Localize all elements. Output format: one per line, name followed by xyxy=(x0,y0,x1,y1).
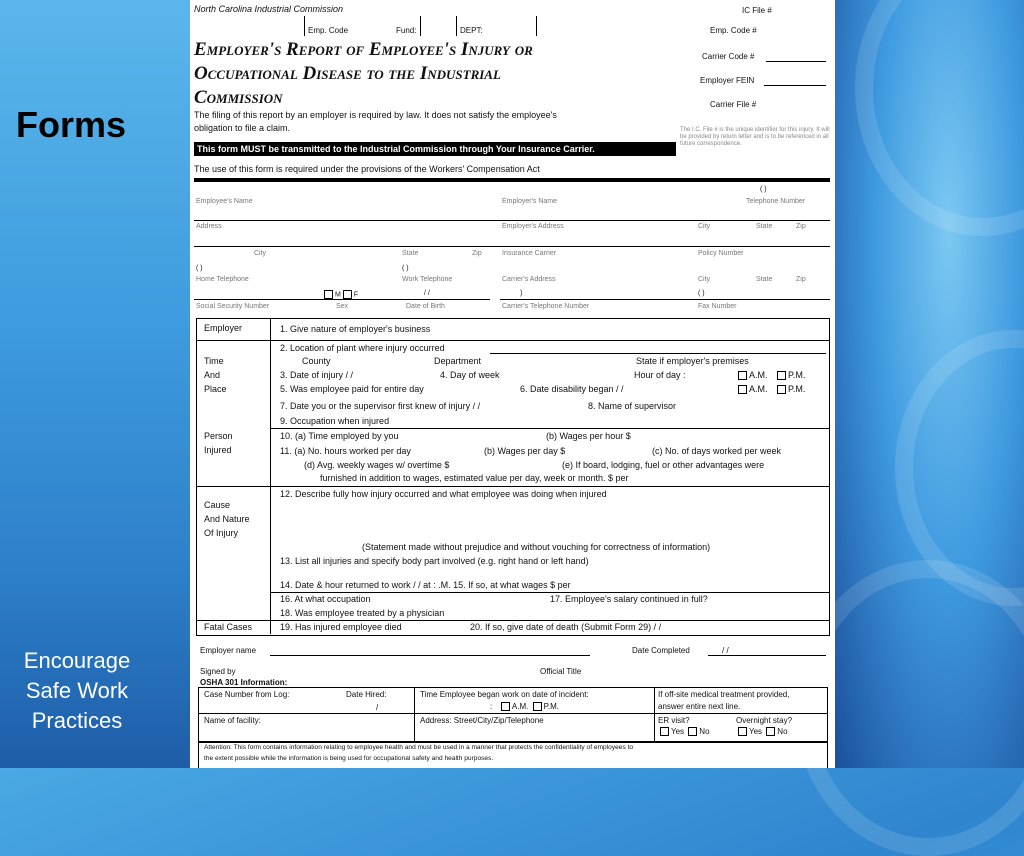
overnight-no-checkbox[interactable] xyxy=(766,727,775,736)
item-13: 13. List all injuries and specify body part involved (e.g. right hand or left hand) xyxy=(280,556,589,566)
work-telephone-label: Work Telephone xyxy=(402,276,453,283)
item-14: 14. Date & hour returned to work / / at : .M. 15. If so, at what wages $ per xyxy=(280,580,571,590)
item-2: 2. Location of plant where injury occurred xyxy=(280,343,445,353)
item-16: 16. At what occupation xyxy=(280,594,371,604)
fund-label: Fund: xyxy=(396,26,417,35)
item-5: 5. Was employee paid for entire day xyxy=(280,384,424,394)
time-began-label: Time Employee began work on date of incident: xyxy=(420,690,589,699)
dob-label: Date of Birth xyxy=(406,303,445,310)
item-11e: (e) If board, lodging, fuel or other advantages were xyxy=(562,460,765,470)
er-no-checkbox[interactable] xyxy=(688,727,697,736)
employer-fein-label: Employer FEIN xyxy=(700,76,755,85)
item-8: 8. Name of supervisor xyxy=(588,401,677,411)
intro-text: The filing of this report by an employer is required by law. It does not satisfy the employee's xyxy=(194,110,557,120)
policy-number-label: Policy Number xyxy=(698,250,744,257)
item-11a: 11. (a) No. hours worked per day xyxy=(280,446,411,456)
address-label: Address xyxy=(196,223,222,230)
dept-label: DEPT: xyxy=(460,26,483,35)
item-18: 18. Was employee treated by a physician xyxy=(280,608,445,618)
item-3: 3. Date of injury / / xyxy=(280,370,354,380)
item-10a: 10. (a) Time employed by you xyxy=(280,431,399,441)
form-title: Employer's Report of Employee's Injury or Occupational Disease to the Industrial Commission xyxy=(194,39,533,108)
sex-label: Sex xyxy=(336,303,349,310)
osha-heading: OSHA 301 Information: xyxy=(200,678,288,687)
carrier-file-label: Carrier File # xyxy=(710,100,757,109)
item-11d: (d) Avg. weekly wages w/ overtime $ xyxy=(304,460,450,470)
item-4: 4. Day of week xyxy=(440,370,500,380)
item-12: 12. Describe fully how injury occurred and what employee was doing when injured xyxy=(280,489,607,499)
emp-code-label: Emp. Code xyxy=(308,26,349,35)
transmit-banner: This form MUST be transmitted to the Industrial Commission through Your Insurance Carrier. xyxy=(194,142,676,156)
fax-label: Fax Number xyxy=(698,303,737,310)
offsite-note: If off-site medical treatment provided, xyxy=(658,690,790,699)
insurance-carrier-label: Insurance Carrier xyxy=(502,250,557,257)
item-20: 20. If so, give date of death (Submit Form 29) / / xyxy=(470,622,662,632)
carrier-phone-label: Carrier's Telephone Number xyxy=(502,303,590,310)
date-completed-label: Date Completed xyxy=(632,646,690,655)
ic-file-label: IC File # xyxy=(742,6,772,15)
ssn-label: Social Security Number xyxy=(196,303,270,310)
er-yes-checkbox[interactable] xyxy=(660,727,669,736)
carrier-code-label: Carrier Code # xyxy=(702,52,755,61)
signed-by-label: Signed by xyxy=(200,667,236,676)
item-19: 19. Has injured employee died xyxy=(280,622,402,632)
agency-name: North Carolina Industrial Commission xyxy=(194,4,344,14)
item-17: 17. Employee's salary continued in full? xyxy=(550,594,708,604)
official-title-label: Official Title xyxy=(540,667,582,676)
item-7: 7. Date you or the supervisor first knew of injury / / xyxy=(280,401,481,411)
date-hired-label: Date Hired: xyxy=(346,690,387,699)
am-checkbox[interactable] xyxy=(738,371,747,380)
telephone-label: Telephone Number xyxy=(746,198,806,205)
female-checkbox[interactable] xyxy=(343,290,352,299)
item-1: 1. Give nature of employer's business xyxy=(280,324,431,334)
case-number-label: Case Number from Log: xyxy=(204,690,290,699)
overnight-label: Overnight stay? xyxy=(736,716,793,725)
carrier-address-label: Carrier's Address xyxy=(502,276,556,283)
ic-file-note: The I.C. File # is the unique identifier for this injury. It will be provided by return letter and is to be referenced in all future correspondence. xyxy=(680,127,830,147)
er-visit-label: ER visit? xyxy=(658,716,690,725)
facility-address-label: Address: Street/City/Zip/Telephone xyxy=(420,716,544,725)
slide-caption xyxy=(8,646,146,736)
caption-line: Practices xyxy=(31,708,123,733)
right-background xyxy=(835,0,1024,768)
intro-text-2: obligation to file a claim. xyxy=(194,123,291,133)
am-pm-options: A.M. P.M. xyxy=(736,370,805,380)
facility-label: Name of facility: xyxy=(204,716,261,725)
pm-checkbox[interactable] xyxy=(777,371,786,380)
item-11b: (b) Wages per day $ xyxy=(484,446,566,456)
injury-report-form: North Carolina Industrial Commission Emp. Code Fund: DEPT: Employer's Report of Employee's Injury or Occupational Disease to the Industrial Commission The filing of this report by an employer is required by law. It does not satisfy the employee's obligation to file a claim. This form MUST be transmitted to the Industrial Commission through Your Insurance Carrier. The use of this form is required under the provisions of the Workers' Compensation Act IC File # Emp. Code # Carrier Code # Employer FEIN Carrier File # The I.C. File # is the unique identifier for this injury. It will be provided by return letter and is to be referenced in all future correspondence. ( ) Employee's Name Employer's Name Telephone Number Address Employer's Address City State Zip City State Zip Insurance Carrier Policy Number ( ) ( ) Home Telephone Work Telephone Carrier's Address City State Zip M F / / ) ( ) Social Security Number Sex Date of Birth Carrier's Telephone Number Fax Number Employer Time And Place Person Injured Cause And Nature Of Injury Fatal Cases 1. Give nature of employer's business 2. Location of plant where injury occurred County Department State if employer's premises 3. Date of injury / / 4. Day of week Hour of day : A.M. P.M. 5. Was employee paid for entire day 6. Date disability began / / A.M. P.M. 7. Date you or the supervisor first knew of injury / / 8. Name of supervisor 9. Occupation when injured 10. (a) Time employed by you (b) Wages per hour $ 11. (a) No. hours worked per day (b) Wages per day $ (c) No. of days worked per week (d) Avg. weekly wages w/ overtime $ (e) If board, lodging, fuel or other advantages were furnished in addition to wages, estimated value per day, week or month. $ per 12. Describe fully how injury occurred and what employee was doing when injured (Statement made without prejudice and without vouching for correctness of information) 13. List all injuries and specify body part involved (e.g. right hand or left hand) 14. Date & hour returned to work / / at : .M. 15. If so, at what wages $ per 16. At what occupation 17. Employee's salary continued in full? 18. Was employee treated by a physician 19. Has injured employee died 20. If so, give date of death (Submit Form 29) / / Employer name Date Completed / / Signed by Official Title OSHA 301 Information: Case Number from Log: Date Hired: / Time Employee began work on date of incident: : A.M. P.M. If off-site medical treatment provided, answer entire next line. Name of facility: Address: Street/City/Zip/Telephone ER visit? Overnight stay? Yes No Yes No Attention: This form contains information relating to employee health and must be used in a manner that protects the confidentiality of employees to the extent possible while the information is being used for occupational safety and health purposes. xyxy=(190,0,835,768)
item-10b: (b) Wages per hour $ xyxy=(546,431,631,441)
overnight-yes-checkbox[interactable] xyxy=(738,727,747,736)
use-note: The use of this form is required under the provisions of the Workers' Compensation Act xyxy=(194,164,540,174)
caption-line: Encourage xyxy=(23,648,131,673)
employer-name-label: Employer's Name xyxy=(502,198,558,205)
employee-name-label: Employee's Name xyxy=(196,198,253,205)
home-telephone-label: Home Telephone xyxy=(196,276,249,283)
employer-name-footer: Employer name xyxy=(200,646,257,655)
item-11c: (c) No. of days worked per week xyxy=(652,446,782,456)
section-employer: Employer xyxy=(204,323,243,333)
caption-line: Safe Work xyxy=(25,678,129,703)
male-checkbox[interactable] xyxy=(324,290,333,299)
statement-note: (Statement made without prejudice and without vouching for correctness of information) xyxy=(362,542,711,552)
slide-title: Forms xyxy=(16,104,127,145)
right-emp-code-label: Emp. Code # xyxy=(710,26,757,35)
item-9: 9. Occupation when injured xyxy=(280,416,390,426)
item-6: 6. Date disability began / / xyxy=(520,384,624,394)
employer-address-label: Employer's Address xyxy=(502,223,564,230)
sex-options: M F xyxy=(322,290,358,299)
attention-text: Attention: This form contains information relating to employee health and must be used in a manner that protects the confidentiality of employees to xyxy=(204,744,634,751)
